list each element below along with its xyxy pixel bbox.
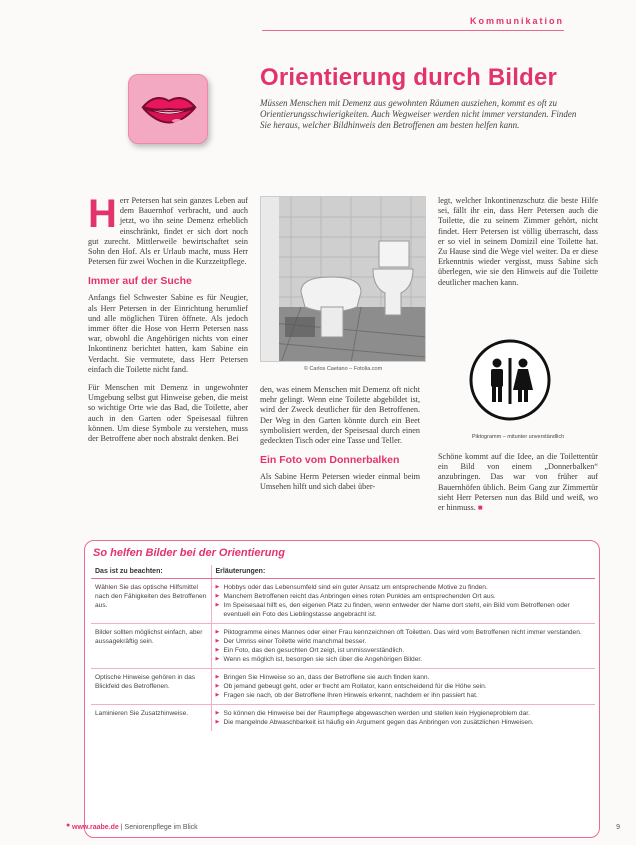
footer-url-link[interactable]: www.raabe.de <box>72 824 119 831</box>
table-cell-left: Laminieren Sie Zusatzhinweise. <box>91 705 211 732</box>
page-number: 9 <box>616 824 620 831</box>
column-3 <box>438 196 598 296</box>
table-cell-left: Bilder sollten möglichst einfach, aber aussagekräftig sein. <box>91 624 211 669</box>
article-title: Orientierung durch Bilder <box>260 64 558 91</box>
dropcap: H <box>88 192 117 236</box>
table-row <box>91 705 595 732</box>
table-header-row <box>91 565 595 579</box>
subhead-immer-auf-der-suche: Immer auf der Suche <box>88 275 192 288</box>
list-item: ▶ So können die Hinweise bei der Raumpflege abgewaschen werden und stellen kein Hygieneproblem dar. <box>216 709 592 718</box>
list-item: ▶ Die mangelnde Abwaschbarkeit ist häufig ein Argument gegen das Anbringen von zusätzlichen Hinweisen. <box>216 718 592 727</box>
subhead-ein-foto-vom-donnerbalken: Ein Foto vom Donnerbalken <box>260 454 400 467</box>
list-item: ▶ Manchem Betroffenen reicht das Anbringen eines roten Punktes am entsprechenden Ort aus. <box>216 592 592 601</box>
column-3-continued <box>438 452 598 521</box>
info-box-title: So helfen Bilder bei der Orientierung <box>93 547 285 559</box>
end-mark: ■ <box>477 503 483 513</box>
paragraph: Als Sabine Herrn Petersen wieder einmal beim Umsehen hilft und sich dabei über- <box>260 472 420 492</box>
table-row <box>91 669 595 705</box>
article-intro: Müssen Menschen mit Demenz aus gewohnten Räumen ausziehen, kommt es oft zu Orientierungsschwierigkeiten. Auch Wegweiser werden nicht immer verstanden. Finden Sie heraus, welcher Bildhinweis den Betroffenen am besten helfen kann. <box>260 98 577 130</box>
table-cell-right <box>211 624 595 669</box>
photo-caption: © Carlos Caetano – Fotolia.com <box>303 366 383 372</box>
list-item: ▶ Fragen sie nach, ob der Betroffene Ihren Hinweis erkennt, nachdem er ihn passiert hat. <box>216 691 592 700</box>
column-1 <box>88 192 248 452</box>
section-label: Kommunikation <box>469 16 564 26</box>
list-item: ▶ Im Speisesaal hilft es, den eigenen Platz zu finden, wenn entweder der Name dort steht, ein Bild vom Betroffenen oder eventuell ein Foto des Lieblingstasse angebracht ist. <box>216 601 592 619</box>
column-header-right: Erläuterungen: <box>211 565 595 579</box>
info-table <box>91 565 595 731</box>
list-item: ▶ Wenn es möglich ist, besorgen sie sich über die Angehörigen Bilder. <box>216 655 592 664</box>
list-item: ▶ Hobbys oder das Lebensumfeld sind ein guter Ansatz um entsprechende Motive zu finden. <box>216 583 592 592</box>
top-rule <box>262 30 564 31</box>
table-cell-right <box>211 669 595 705</box>
table-cell-right <box>211 579 595 624</box>
pictogram-caption: Piktogramm – mitunter unverständlich <box>471 434 565 440</box>
paragraph: Für Menschen mit Demenz in ungewohnter Umgebung selbst gut Hinweise geben, die meist so wichtige Orte wie das Bad, die Toilette, aber auch in den Garten oder Speisesaal führen können. Um diese Symbole zu verstehen, muss der Betroffene aber noch abstrakt denken. Bei <box>88 383 248 444</box>
list-item: ▶ Ob jemand gebeugt geht, oder er frecht am Rollator, kann entscheidend für die Höhe sein. <box>216 682 592 691</box>
paragraph: Schöne kommt auf die Idee, an die Toilettentür ein Bild von einem „Donnerbalken“ anzubringen. Das war von früher auf Bauernhöfen üblich. Beim Gang zur Zimmertür sieht Herr Petersen nun das Bild und weiß, wo er hinmuss. <box>438 452 598 513</box>
toilet-pictogram-icon <box>468 338 552 422</box>
list-item: ▶ Ein Foto, das den gesuchten Ort zeigt, ist unmissverständlich. <box>216 646 592 655</box>
column-header-left: Das ist zu beachten: <box>91 565 211 579</box>
table-row <box>91 579 595 624</box>
table-cell-right <box>211 705 595 732</box>
info-box <box>84 540 600 838</box>
list-item: ▶ Bringen Sie Hinweise so an, dass der Betroffene sie auch finden kann. <box>216 673 592 682</box>
footer-bullet-icon: ● <box>66 822 71 829</box>
paragraph: den, was einem Menschen mit Demenz oft nicht mehr gelingt. Wenn eine Toilette abgebildet ist, wird der Zweck deutlicher für den Betroffenen. Der Weg in den Garten könnte durch ein Beet symbolisiert werden, der Speisesaal durch einen gedeckten Tisch oder eine Tasse und Teller. <box>260 385 420 446</box>
paragraph: legt, welcher Inkontinenzschutz die beste Hilfe sei, fällt ihr ein, dass Herr Petersen auch die Toilette, die zu seinem Zimmer gehört, nicht findet. Herr Petersen ist völlig überrascht, dass er so viel in seinem Domizil eine Toilette hat. Zu Hause sind die Wege viel weiter. Da er diese Erkenntnis wieder vergisst, muss Sabine sich überlegen, wie sie den Hinweis auf die Toilette deutlicher machen kann. <box>438 196 598 287</box>
table-cell-left: Optische Hinweise gehören in das Blickfeld des Betroffenen. <box>91 669 211 705</box>
list-item: ▶ Der Umriss einer Toilette wirkt manchmal besser. <box>216 637 592 646</box>
table-cell-left: Wählen Sie das optische Hilfsmittel nach den Fähigkeiten des Betroffenen aus. <box>91 579 211 624</box>
paragraph: err Petersen hat sein ganzes Leben auf dem Bauernhof verbracht, und auch jetzt, wo ihn seine Demenz erheblich einschränkt, findet er sich dort noch gut zurecht. Mittlerweile bewirtschaftet sein Sohn den Hof. Als er Urlaub macht, muss Herr Petersen für zwei Wochen in die Kurzzeitpflege. <box>88 196 248 267</box>
table-row <box>91 624 595 669</box>
list-item: ▶ Piktogramme eines Mannes oder einer Frau kennzeichnen oft Toiletten. Das wird vom Betroffenen nicht immer verstanden. <box>216 628 592 637</box>
paragraph: Anfangs fiel Schwester Sabine es für Neugier, als Herr Petersen in der Einrichtung herumlief und alle möglichen Türen öffnete. Als jedoch immer öfter die Hose von Herrn Petersen nass war, obwohl die Angehörigen nichts von einer Inkontinenz berichtet hatten, kam Sabine ein Verdacht. Sie vermutete, dass Herr Petersen einfach die Toilette nicht fand. <box>88 293 248 374</box>
lips-icon <box>128 74 208 144</box>
column-2 <box>260 385 420 501</box>
footer-text: | Seniorenpflege im Blick <box>120 824 198 831</box>
footer <box>72 824 198 831</box>
bathroom-photo <box>260 196 426 362</box>
